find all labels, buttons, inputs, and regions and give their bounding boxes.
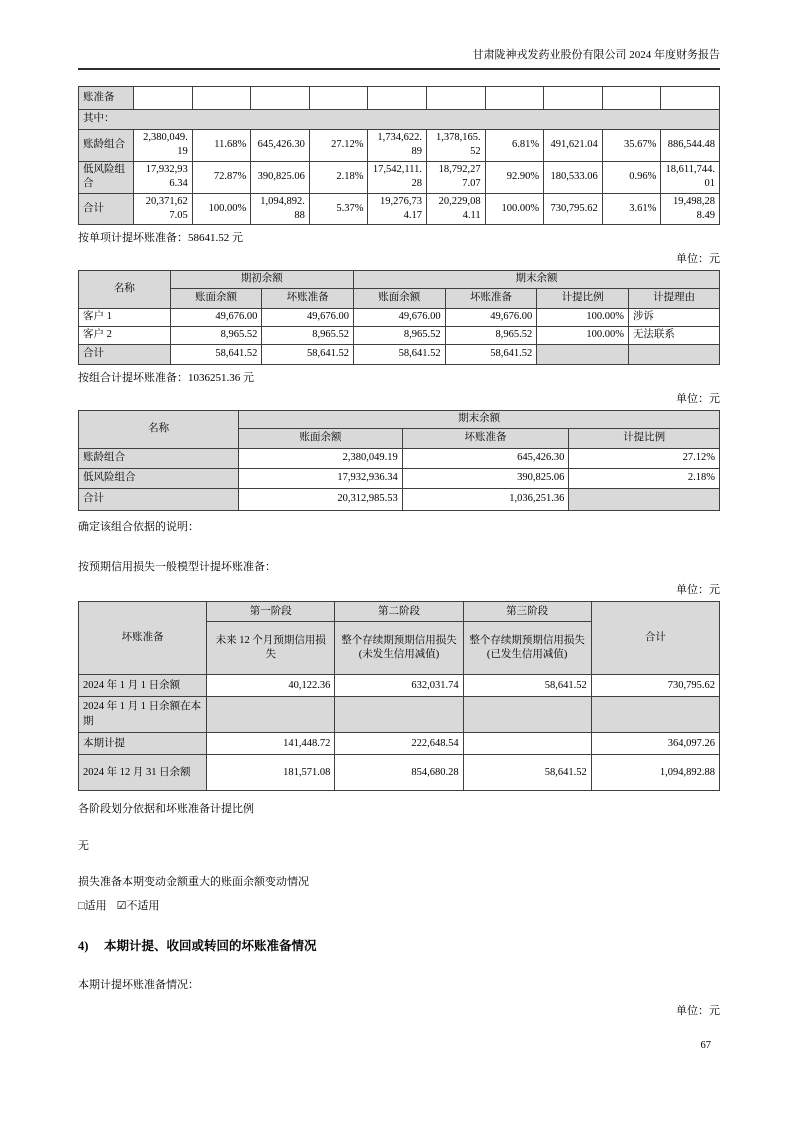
row-label-total: 合计 xyxy=(79,344,171,364)
checkbox-applicable-label: 适用 xyxy=(84,899,107,912)
empty-cell xyxy=(544,86,603,109)
table-individual-provision xyxy=(78,270,720,365)
table-cell: 19,498,288.49 xyxy=(661,193,720,224)
empty-cell xyxy=(207,697,335,733)
col-header-book-balance: 账面余额 xyxy=(353,288,445,308)
table-cell: 58,641.52 xyxy=(353,344,445,364)
table-cell: 1,036,251.36 xyxy=(402,488,569,510)
empty-cell xyxy=(134,86,193,109)
col-header-stage3-desc: 整个存续期预期信用损失(已发生信用减值) xyxy=(463,622,591,675)
table-cell: 58,641.52 xyxy=(262,344,354,364)
table-cell: 49,676.00 xyxy=(262,308,354,326)
col-header-stage2: 第二阶段 xyxy=(335,602,463,622)
empty-cell xyxy=(335,697,463,733)
table-cell: 141,448.72 xyxy=(207,733,335,755)
row-label-opening: 2024 年 1 月 1 日余额 xyxy=(79,675,207,697)
empty-cell xyxy=(309,86,368,109)
table-cell: 645,426.30 xyxy=(402,448,569,468)
empty-cell xyxy=(602,86,661,109)
table-cell: 100.00% xyxy=(485,193,544,224)
note-none: 无 xyxy=(78,839,89,852)
row-label-aging: 账龄组合 xyxy=(79,448,239,468)
table-cell: 72.87% xyxy=(192,161,251,193)
table-cell: 181,571.08 xyxy=(207,755,335,791)
row-label-partial: 账准备 xyxy=(79,86,134,109)
table-cell: 2.18% xyxy=(309,161,368,193)
table-cell: 58,641.52 xyxy=(445,344,537,364)
col-header-stage3: 第三阶段 xyxy=(463,602,591,622)
note-combination-basis: 确定该组合依据的说明： xyxy=(78,520,199,533)
table-cell: 58,641.52 xyxy=(170,344,262,364)
table-combination-provision xyxy=(78,410,720,511)
table-ecl-stages xyxy=(78,601,720,791)
row-label-opening-in-period: 2024 年 1 月 1 日余额在本期 xyxy=(79,697,207,733)
table-cell: 20,229,084.11 xyxy=(427,193,486,224)
unit-label: 单位：元 xyxy=(676,1005,720,1018)
note-material-change: 损失准备本期变动金额重大的账面余额变动情况 xyxy=(78,875,309,888)
checkbox-not-applicable xyxy=(117,900,160,912)
empty-cell xyxy=(537,344,629,364)
checkbox-unchecked-icon: □ xyxy=(78,899,85,912)
empty-cell xyxy=(427,86,486,109)
table-cell: 8,965.52 xyxy=(170,326,262,344)
table-cell: 17,932,936.34 xyxy=(239,468,402,488)
row-label-closing: 2024 年 12 月 31 日余额 xyxy=(79,755,207,791)
table-cell: 180,533.06 xyxy=(544,161,603,193)
table-cell: 58,641.52 xyxy=(463,755,591,791)
empty-cell xyxy=(569,488,720,510)
table-cell: 2.18% xyxy=(569,468,720,488)
col-header-bad-debt: 坏账准备 xyxy=(402,428,569,448)
table-cell: 491,621.04 xyxy=(544,129,603,161)
section-number: 4) xyxy=(78,939,89,954)
row-label-total: 合计 xyxy=(79,488,239,510)
table-cell: 1,094,892.88 xyxy=(251,193,310,224)
table-cell: 35.67% xyxy=(602,129,661,161)
table-cell: 8,965.52 xyxy=(353,326,445,344)
col-header-book-balance: 账面余额 xyxy=(239,428,402,448)
col-header-opening-balance: 期初余额 xyxy=(170,270,353,288)
row-label-aging: 账龄组合 xyxy=(79,129,134,161)
row-label-current-provision: 本期计提 xyxy=(79,733,207,755)
table-cell: 92.90% xyxy=(485,161,544,193)
table-cell: 3.61% xyxy=(602,193,661,224)
table-cell: 49,676.00 xyxy=(445,308,537,326)
note-ecl-model: 按预期信用损失一般模型计提坏账准备： xyxy=(78,561,276,574)
row-label-low-risk: 低风险组合 xyxy=(79,161,134,193)
page-number: 67 xyxy=(700,1040,711,1051)
table-cell: 2,380,049.19 xyxy=(239,448,402,468)
table-cell: 27.12% xyxy=(569,448,720,468)
col-header-reason: 计提理由 xyxy=(628,288,719,308)
table-cell: 390,825.06 xyxy=(402,468,569,488)
row-label-total: 合计 xyxy=(79,193,134,224)
checkbox-checked-icon: ☑ xyxy=(116,899,127,912)
unit-label: 单位：元 xyxy=(676,253,720,266)
col-header-name: 名称 xyxy=(79,410,239,448)
row-label-low-risk: 低风险组合 xyxy=(79,468,239,488)
table-cell: 18,611,744.01 xyxy=(661,161,720,193)
empty-cell xyxy=(368,86,427,109)
table-cell: 6.81% xyxy=(485,129,544,161)
table-cell: 40,122.36 xyxy=(207,675,335,697)
checkbox-applicable xyxy=(78,900,107,912)
table-cell: 27.12% xyxy=(309,129,368,161)
table-cell: 364,097.26 xyxy=(591,733,719,755)
empty-cell xyxy=(485,86,544,109)
table-cell: 8,965.52 xyxy=(445,326,537,344)
col-header-bad-debt: 坏账准备 xyxy=(79,602,207,675)
row-label-among: 其中： xyxy=(79,109,720,129)
table-cell: 632,031.74 xyxy=(335,675,463,697)
row-label-customer-1: 客户 1 xyxy=(79,308,171,326)
table-cell: 854,680.28 xyxy=(335,755,463,791)
table-cell: 645,426.30 xyxy=(251,129,310,161)
note-current-provision: 本期计提坏账准备情况： xyxy=(78,979,199,992)
note-individual-provision: 按单项计提坏账准备：58641.52 元 xyxy=(78,232,243,245)
table-cell: 0.96% xyxy=(602,161,661,193)
table-cell: 1,094,892.88 xyxy=(591,755,719,791)
table-cell: 100.00% xyxy=(192,193,251,224)
table-cell: 2,380,049.19 xyxy=(134,129,193,161)
col-header-stage1-desc: 未来 12 个月预期信用损失 xyxy=(207,622,335,675)
col-header-name: 名称 xyxy=(79,270,171,308)
table-cell: 100.00% xyxy=(537,326,629,344)
table-cell: 11.68% xyxy=(192,129,251,161)
col-header-total: 合计 xyxy=(591,602,719,675)
table-cell: 20,312,985.53 xyxy=(239,488,402,510)
report-header-title: 甘肃陇神戎发药业股份有限公司 2024 年度财务报告 xyxy=(78,0,720,70)
table-cell: 49,676.00 xyxy=(353,308,445,326)
table-cell: 1,378,165.52 xyxy=(427,129,486,161)
empty-cell xyxy=(661,86,720,109)
row-label-customer-2: 客户 2 xyxy=(79,326,171,344)
table-cell: 100.00% xyxy=(537,308,629,326)
table-cell: 886,544.48 xyxy=(661,129,720,161)
empty-cell xyxy=(463,697,591,733)
table-cell: 17,542,111.28 xyxy=(368,161,427,193)
table-cell: 49,676.00 xyxy=(170,308,262,326)
section-heading xyxy=(78,938,720,955)
applicability-row xyxy=(78,899,720,914)
col-header-ratio: 计提比例 xyxy=(537,288,629,308)
empty-cell xyxy=(192,86,251,109)
checkbox-not-applicable-label: 不适用 xyxy=(126,899,160,912)
col-header-stage1: 第一阶段 xyxy=(207,602,335,622)
table-cell: 20,371,627.05 xyxy=(134,193,193,224)
table-cell: 390,825.06 xyxy=(251,161,310,193)
table-cell: 19,276,734.17 xyxy=(368,193,427,224)
unit-label: 单位：元 xyxy=(676,584,720,597)
empty-cell xyxy=(591,697,719,733)
table-cell: 17,932,936.34 xyxy=(134,161,193,193)
col-header-ratio: 计提比例 xyxy=(569,428,720,448)
col-header-bad-debt: 坏账准备 xyxy=(262,288,354,308)
empty-cell xyxy=(463,733,591,755)
table-cell: 18,792,277.07 xyxy=(427,161,486,193)
col-header-stage2-desc: 整个存续期预期信用损失(未发生信用减值) xyxy=(335,622,463,675)
col-header-book-balance: 账面余额 xyxy=(170,288,262,308)
empty-cell xyxy=(628,344,719,364)
note-combination-provision: 按组合计提坏账准备：1036251.36 元 xyxy=(78,371,254,384)
table-cell: 8,965.52 xyxy=(262,326,354,344)
table-cell: 5.37% xyxy=(309,193,368,224)
unit-label: 单位：元 xyxy=(676,392,720,405)
table-cell: 1,734,622.89 xyxy=(368,129,427,161)
section-title: 本期计提、收回或转回的坏账准备情况 xyxy=(104,939,317,954)
table-cell: 58,641.52 xyxy=(463,675,591,697)
col-header-closing-balance: 期末余额 xyxy=(239,410,720,428)
col-header-bad-debt: 坏账准备 xyxy=(445,288,537,308)
table-cell: 730,795.62 xyxy=(591,675,719,697)
table-cell: 222,648.54 xyxy=(335,733,463,755)
table-cell: 730,795.62 xyxy=(544,193,603,224)
note-stage-basis: 各阶段划分依据和坏账准备计提比例 xyxy=(78,803,254,816)
empty-cell xyxy=(251,86,310,109)
table-bad-debt-portfolio-continued xyxy=(78,86,720,225)
col-header-closing-balance: 期末余额 xyxy=(353,270,719,288)
table-cell-reason: 涉诉 xyxy=(628,308,719,326)
table-cell-reason: 无法联系 xyxy=(628,326,719,344)
